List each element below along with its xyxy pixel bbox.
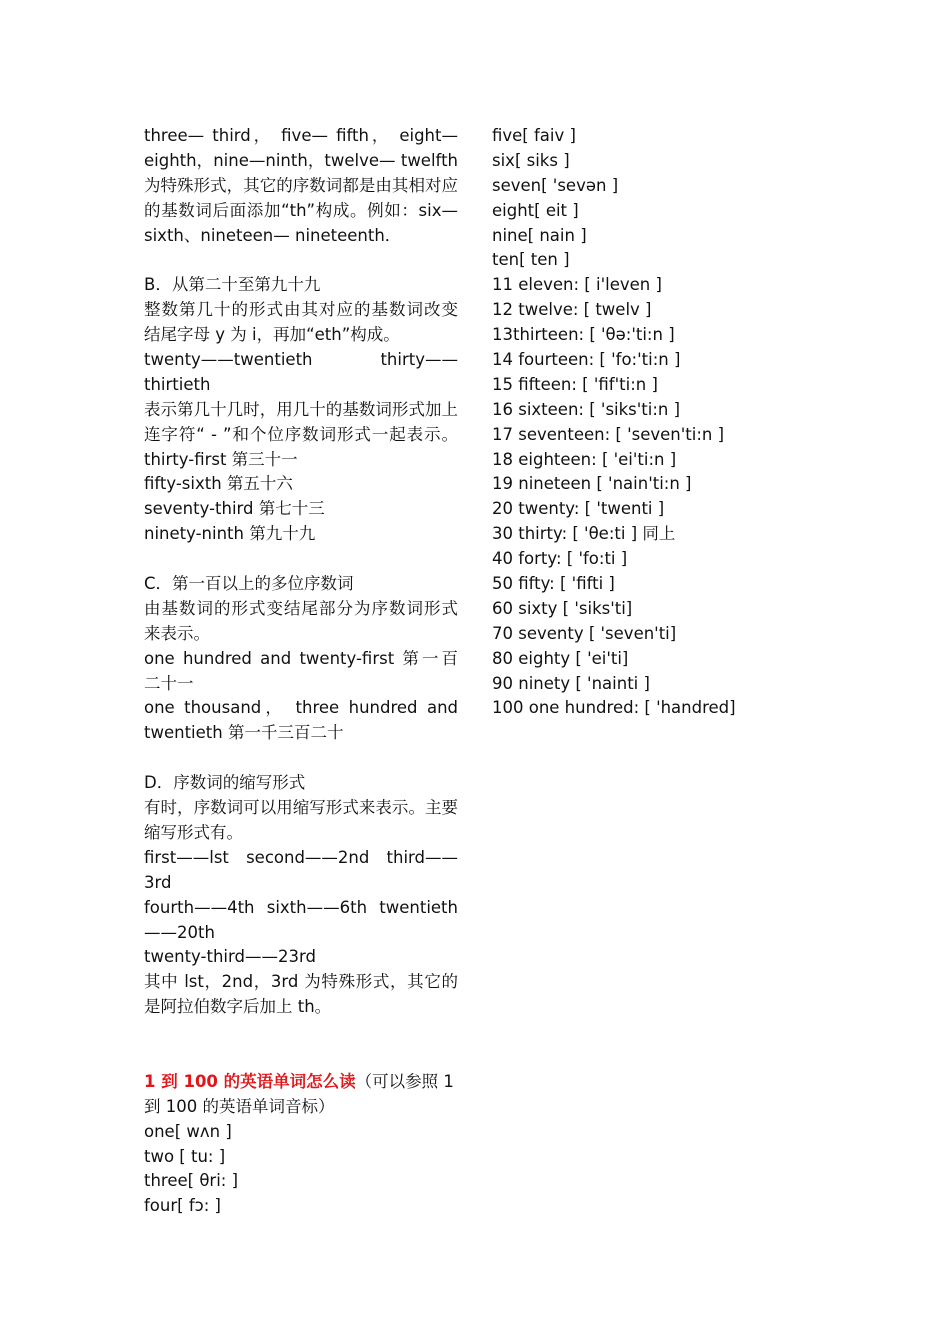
numbers-title-bold: 1 到 100 的英语单词怎么读 (144, 1071, 356, 1091)
numbers-title (144, 1070, 458, 1095)
text-line: ——20th (144, 922, 215, 942)
text-line: 有时，序数词可以用缩写形式来表示。主要 (144, 798, 458, 818)
right-column (492, 124, 822, 721)
text-line: three— third， five— fifth， eight— (144, 126, 458, 145)
word-entry: 100 one hundred: [ 'handred] (492, 698, 736, 718)
text-line: 来表示。 (144, 623, 210, 643)
word-entry: 20 twenty: [ 'twenti ] (492, 499, 665, 519)
left-column (144, 124, 458, 1219)
word-entry: 16 sixteen: [ 'siks'ti:n ] (492, 399, 681, 419)
text-line: fourth——4th sixth——6th twentieth (144, 897, 458, 917)
text-line: twentieth 第一千三百二十 (144, 723, 344, 743)
word-entry: four[ fɔ: ] (144, 1196, 221, 1216)
text-line: first——lst second——2nd third—— (144, 847, 458, 867)
word-entry: 70 seventy [ 'seven'ti] (492, 623, 677, 643)
text-line: seventy-third 第七十三 (144, 499, 325, 519)
word-entry: 40 forty: [ 'fo:ti ] (492, 549, 628, 569)
text-line: sixth、nineteen— nineteenth． (144, 225, 402, 245)
spacer (144, 746, 458, 771)
section-heading: B．从第二十至第九十九 (144, 275, 321, 295)
text-line: 的基数词后面添加“th”构成。例如：six— (144, 200, 458, 220)
text-line: 二十一 (144, 673, 194, 693)
text-line: 整数第几十的形式由其对应的基数词改变 (144, 300, 458, 320)
spacer (144, 547, 458, 572)
word-entry: six[ siks ] (492, 150, 570, 170)
text-line: 其中 lst，2nd，3rd 为特殊形式，其它的 (144, 972, 458, 992)
numbers-title-line2: 到 100 的英语单词音标） (144, 1096, 335, 1116)
text-line: fifty-sixth 第五十六 (144, 474, 293, 494)
word-entry: 14 fourteen: [ 'fo:'ti:n ] (492, 350, 681, 370)
text-line: thirty-first 第三十一 (144, 449, 298, 469)
word-entry: two [ tu: ] (144, 1146, 226, 1166)
word-entry: 15 fifteen: [ 'fif'ti:n ] (492, 374, 658, 394)
word-entry: 17 seventeen: [ 'seven'ti:n ] (492, 424, 725, 444)
text-line: 由基数词的形式变结尾部分为序数词形式 (144, 598, 458, 618)
text-line: thirtieth (144, 374, 211, 394)
word-entry: 80 eighty [ 'ei'ti] (492, 648, 629, 668)
word-entry: 11 eleven: [ i'leven ] (492, 275, 662, 295)
word-entry: five[ faiv ] (492, 126, 576, 145)
word-entry: 12 twelve: [ twelv ] (492, 300, 652, 320)
word-entry: one[ wʌn ] (144, 1121, 232, 1141)
word-entry: 18 eighteen: [ 'ei'ti:n ] (492, 449, 677, 469)
section-heading: C．第一百以上的多位序数词 (144, 574, 354, 594)
word-entry: 60 sixty [ 'siks'ti] (492, 598, 633, 618)
text-line: 为特殊形式，其它的序数词都是由其相对应 (144, 175, 458, 195)
spacer (144, 1020, 458, 1045)
spacer (144, 1045, 458, 1070)
word-entry: seven[ 'sevən ] (492, 175, 619, 195)
spacer (144, 248, 458, 273)
numbers-title-rest: （可以参照 1 (355, 1071, 454, 1091)
text-line: 结尾字母 y 为 i，再加“eth”构成。 (144, 325, 400, 345)
text-line: eighth，nine—ninth，twelve— twelfth (144, 150, 458, 170)
text-line: 3rd (144, 872, 172, 892)
text-line: ninety-ninth 第九十九 (144, 524, 316, 544)
word-entry: 30 thirty: [ 'θe:ti ] 同上 (492, 524, 676, 544)
text-line: 表示第几十几时，用几十的基数词形式加上 (144, 399, 458, 419)
text-line: twenty-third——23rd (144, 947, 316, 967)
word-entry: nine[ nain ] (492, 225, 587, 245)
word-entry: 19 nineteen [ 'nain'ti:n ] (492, 474, 692, 494)
word-entry: three[ θri: ] (144, 1171, 239, 1191)
text-line: twenty——twentieth thirty—— (144, 350, 458, 370)
word-entry: 90 ninety [ 'nainti ] (492, 673, 650, 693)
text-line: 是阿拉伯数字后加上 th。 (144, 997, 332, 1017)
section-heading: D．序数词的缩写形式 (144, 773, 306, 793)
word-entry: 50 fifty: [ 'fifti ] (492, 574, 615, 594)
word-entry: eight[ eit ] (492, 200, 579, 220)
text-line: one hundred and twenty-first 第一百 (144, 648, 458, 668)
text-line: 连字符“ - ”和个位序数词形式一起表示。 (144, 424, 458, 444)
text-line: 缩写形式有。 (144, 822, 243, 842)
word-entry: ten[ ten ] (492, 250, 570, 270)
word-entry: 13thirteen: [ 'θə:'ti:n ] (492, 325, 675, 345)
text-line: one thousand， three hundred and (144, 698, 458, 718)
